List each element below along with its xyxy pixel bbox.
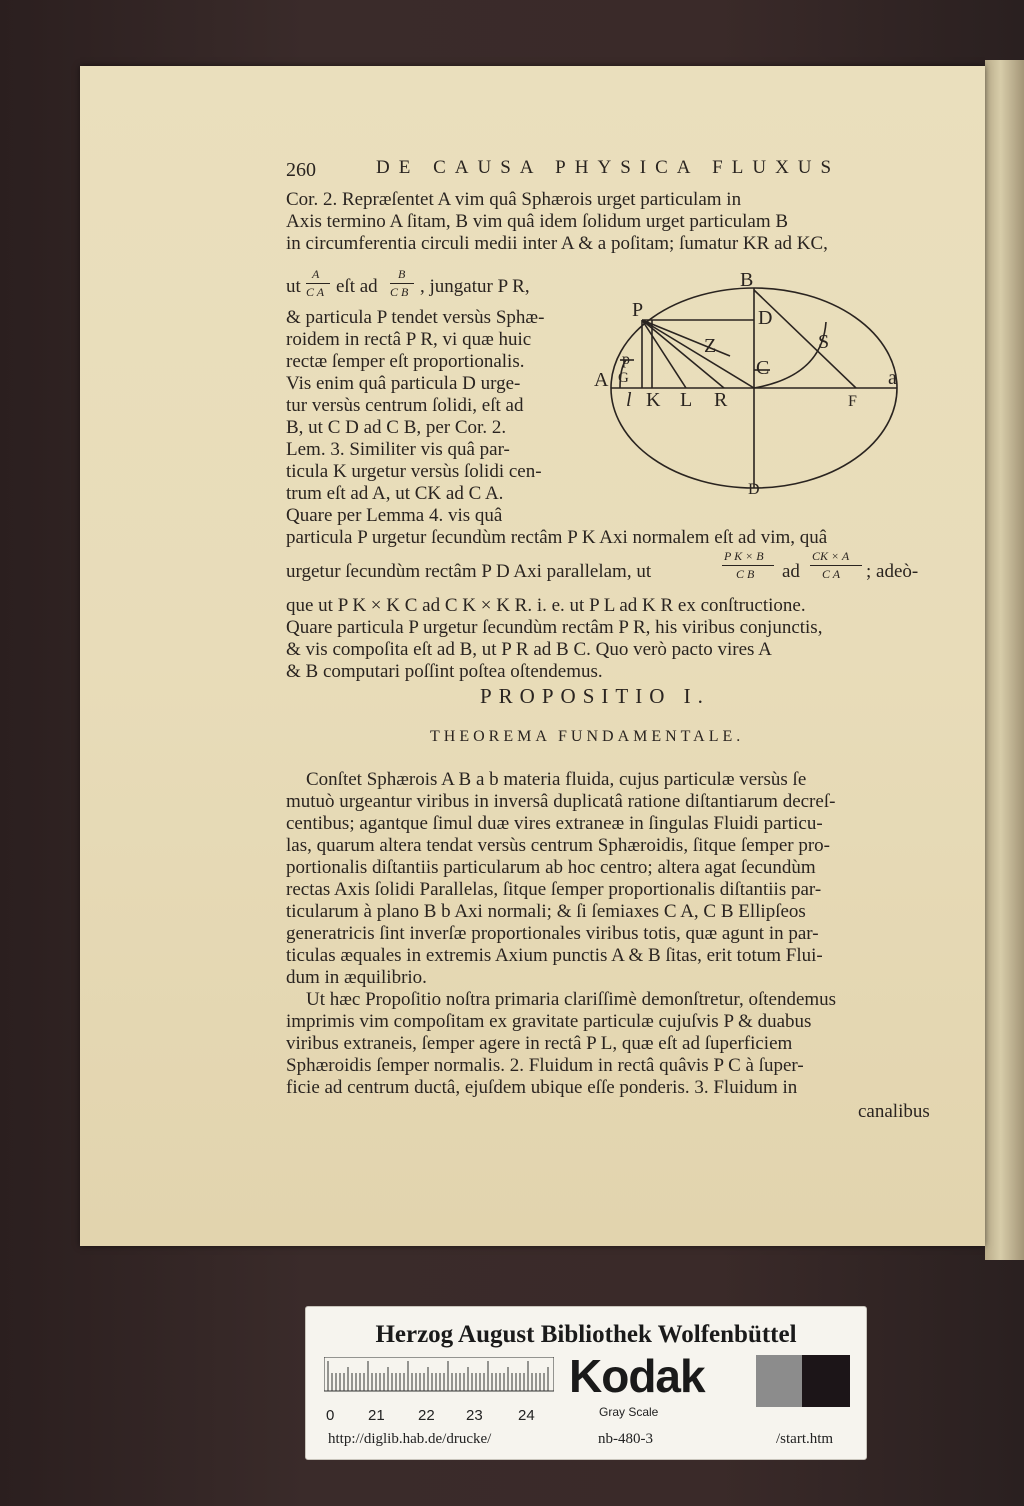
text-line: las, quarum altera tendat versùs centrum Sphæroidis, ſitque ſemper pro- bbox=[286, 835, 830, 856]
text-line: Quare per Lemma 4. vis quâ bbox=[286, 505, 503, 526]
text-line: trum eſt ad A, ut CK ad C A. bbox=[286, 483, 504, 504]
ruler-number: 22 bbox=[418, 1407, 435, 1424]
fraction-bar bbox=[390, 283, 414, 284]
ratio-middle: ad bbox=[782, 561, 800, 582]
text-line: Axis termino A ſitam, B vim quâ idem ſolidum urget particulam B bbox=[286, 211, 789, 232]
text-line: portionalis diſtantiis particularum ab hoc centro; altera agat ſecundùm bbox=[286, 857, 816, 878]
text-line: rectæ ſemper eſt proportionalis. bbox=[286, 351, 525, 372]
ratio-fractions bbox=[720, 550, 940, 584]
fraction-prefix: ut bbox=[286, 276, 301, 297]
library-target-card bbox=[305, 1306, 867, 1460]
label-R: R bbox=[714, 389, 728, 411]
label-D-top: D bbox=[758, 307, 773, 329]
black-patch bbox=[802, 1355, 850, 1407]
label-B: B bbox=[740, 269, 754, 291]
label-P: P bbox=[632, 299, 644, 321]
ruler-number: 0 bbox=[326, 1407, 335, 1424]
text-line: ticulas æquales in extremis Axium punctis A & B ſitas, erit totum Flui- bbox=[286, 945, 823, 966]
url-right: /start.htm bbox=[776, 1431, 834, 1447]
text-line: viribus extraneis, ſemper agere in rectâ P L, quæ eſt ad ſuperficiem bbox=[286, 1033, 793, 1054]
url-left: http://diglib.hab.de/drucke/ bbox=[328, 1431, 492, 1447]
label-K: K bbox=[646, 389, 661, 411]
text-line: & vis compoſita eſt ad B, ut P R ad B C. Quo verò pacto vires A bbox=[286, 639, 772, 660]
text-line: roidem in rectâ P R, vi quæ huic bbox=[286, 329, 532, 350]
ratio-2-denominator: C A bbox=[822, 567, 841, 581]
line-PC bbox=[642, 320, 754, 388]
gray-scale-label: Gray Scale bbox=[599, 1405, 659, 1419]
ruler-number: 24 bbox=[518, 1407, 535, 1424]
ruler-scale bbox=[324, 1357, 554, 1393]
fraction-middle: eſt ad bbox=[336, 276, 378, 297]
text-line: in circumferentia circuli medii inter A & a poſitam; ſumatur KR ad KC, bbox=[286, 233, 828, 254]
label-D-bottom: D bbox=[748, 481, 760, 498]
text-line: rectas Axis ſolidi Parallelas, ſitque ſemper proportionalis diſtantiis par- bbox=[286, 879, 822, 900]
label-S: S bbox=[818, 331, 830, 353]
next-page-edge bbox=[985, 60, 1024, 1260]
text-line: Conſtet Sphærois A B a b materia fluida, cujus particulæ versùs ſe bbox=[306, 769, 807, 790]
ratio-2-numerator: CK × A bbox=[812, 549, 850, 563]
text-line: mutuò urgeantur viribus in inversâ duplicatâ ratione diſtantiarum decreſ- bbox=[286, 791, 836, 812]
text-line: generatricis ſint inverſæ proportionales viribus totis, quæ agunt in par- bbox=[286, 923, 819, 944]
kodak-logo: Kodak bbox=[569, 1350, 705, 1402]
text-line: tur versùs centrum ſolidi, eſt ad bbox=[286, 395, 524, 416]
text-line: ficie ad centrum ductâ, ejuſdem ubique eſſe ponderis. 3. Fluidum in bbox=[286, 1077, 798, 1098]
running-title: DE CAUSA PHYSICA FLUXUS bbox=[376, 157, 841, 178]
text-line: que ut P K × K C ad C K × K R. i. e. ut P L ad K R ex conſtructione. bbox=[286, 595, 806, 616]
text-line: Vis enim quâ particula D urge- bbox=[286, 373, 521, 394]
text-line: particula P urgetur ſecundùm rectâm P K Axi normalem eſt ad vim, quâ bbox=[286, 527, 828, 548]
fraction-2-numerator: B bbox=[398, 267, 406, 281]
fraction-bar bbox=[810, 565, 862, 566]
label-p: p bbox=[622, 351, 630, 368]
text-line: & particula P tendet versùs Sphæ- bbox=[286, 307, 545, 328]
theorem-title: THEOREMA FUNDAMENTALE. bbox=[430, 728, 745, 745]
text-line: Lem. 3. Similiter vis quâ par- bbox=[286, 439, 510, 460]
label-Z: Z bbox=[704, 335, 717, 357]
ratio-tail: ; adeò- bbox=[866, 561, 919, 582]
text-line: ticularum à plano B b Axi normali; & ſi ſemiaxes C A, C B Ellipſeos bbox=[286, 901, 806, 922]
book-page bbox=[80, 66, 985, 1246]
text-line: & B computari poſſint poſtea oſtendemus. bbox=[286, 661, 603, 682]
label-G: G bbox=[618, 370, 629, 386]
fraction-bar bbox=[306, 283, 330, 284]
url-mid: nb-480-3 bbox=[598, 1431, 653, 1447]
text-line: Ut hæc Propoſitio noſtra primaria clariſſimè demonſtretur, oſtendemus bbox=[306, 989, 837, 1010]
text-line: Sphæroidis ſemper normalis. 2. Fluidum in rectâ quâvis P C à ſuper- bbox=[286, 1055, 804, 1076]
fraction-1-denominator: C A bbox=[306, 285, 325, 299]
ellipse-diagram bbox=[590, 268, 900, 498]
text-line: ticula K urgetur versùs ſolidi cen- bbox=[286, 461, 542, 482]
fraction-suffix: , jungatur P R, bbox=[420, 276, 530, 297]
fraction-line bbox=[286, 268, 606, 300]
line-PL bbox=[642, 320, 686, 388]
text-line: centibus; agantque ſimul duæ vires extraneæ in ſingulas Fluidi particu- bbox=[286, 813, 823, 834]
label-F: F bbox=[848, 393, 857, 410]
catchword: canalibus bbox=[858, 1101, 930, 1122]
fraction-2-denominator: C B bbox=[390, 285, 409, 299]
ratio-1-numerator: P K × B bbox=[724, 549, 764, 563]
label-a: a bbox=[888, 367, 897, 389]
proposition-title: PROPOSITIO I. bbox=[480, 684, 710, 708]
ruler-number: 23 bbox=[466, 1407, 483, 1424]
text-line: imprimis vim compoſitam ex gravitate particulæ cujuſvis P & duabus bbox=[286, 1011, 812, 1032]
text-line: Quare particula P urgetur ſecundùm rectâm P R, his viribus conjunctis, bbox=[286, 617, 823, 638]
label-A: A bbox=[594, 369, 609, 391]
fraction-bar bbox=[722, 565, 774, 566]
ratio-1-denominator: C B bbox=[736, 567, 755, 581]
ruler-number: 21 bbox=[368, 1407, 385, 1424]
fraction-1-numerator: A bbox=[312, 267, 320, 281]
text-line: urgetur ſecundùm rectâm P D Axi parallelam, ut bbox=[286, 561, 652, 582]
text-line: dum in æquilibrio. bbox=[286, 967, 427, 988]
label-L: L bbox=[680, 389, 693, 411]
label-l: l bbox=[626, 389, 632, 411]
text-line: Cor. 2. Repræſentet A vim quâ Sphærois urget particulam in bbox=[286, 189, 742, 210]
line-PZ bbox=[642, 320, 730, 356]
text-line: B, ut C D ad C B, per Cor. 2. bbox=[286, 417, 507, 438]
gray-patch bbox=[756, 1355, 802, 1407]
page-number: 260 bbox=[286, 159, 316, 181]
library-name: Herzog August Bibliothek Wolfenbüttel bbox=[375, 1321, 797, 1348]
label-C: C bbox=[756, 357, 770, 379]
